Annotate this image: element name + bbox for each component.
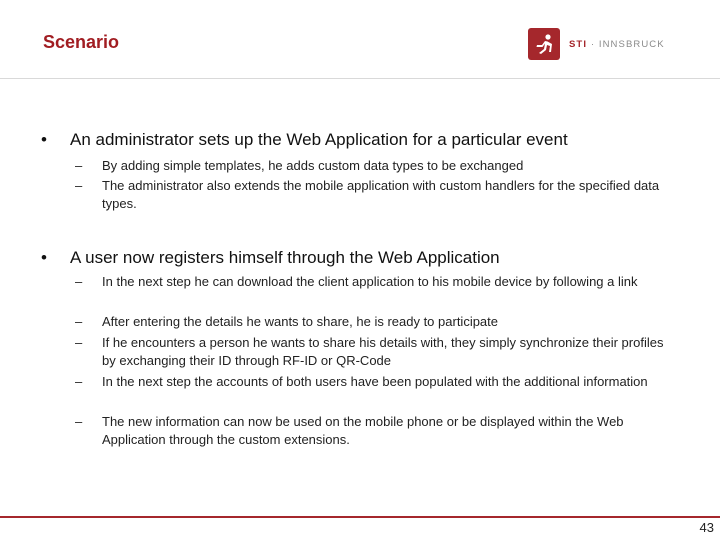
- sub-bullet-text: The administrator also extends the mobile application with custom handlers for the specified data types.: [102, 178, 660, 211]
- sti-logo-icon: [528, 28, 560, 60]
- dash-marker: –: [75, 314, 83, 329]
- sub-bullet-text: If he encounters a person he wants to share his details with, they simply synchronize their profiles by exchanging their ID through RF-ID or QR-Code: [102, 335, 664, 368]
- bullet-text: A user now registers himself through the Web Application: [70, 248, 500, 267]
- sub-bullet-text: By adding simple templates, he adds custom data types to be exchanged: [102, 158, 524, 173]
- sti-innsbruck-logo: [528, 28, 665, 60]
- sub-bullet-text: After entering the details he wants to share, he is ready to participate: [102, 314, 499, 329]
- logo-text: [569, 39, 665, 50]
- page-number: 43: [699, 520, 714, 535]
- dash-marker: –: [75, 158, 83, 173]
- dash-marker: –: [75, 274, 83, 289]
- bullet-text: An administrator sets up the Web Application for a particular event: [70, 130, 568, 149]
- bullet-marker: •: [41, 130, 47, 149]
- logo-name: INNSBRUCK: [598, 38, 665, 50]
- dash-marker: –: [75, 414, 83, 429]
- footer-divider: [0, 516, 720, 518]
- logo-brand: STI: [569, 38, 588, 50]
- logo-separator: ·: [587, 38, 599, 50]
- sub-bullet-text: In the next step he can download the client application to his mobile device by following a link: [102, 274, 638, 289]
- dash-marker: –: [75, 178, 83, 193]
- dash-marker: –: [75, 335, 83, 350]
- slide-title: Scenario: [43, 32, 120, 52]
- sub-bullet-text: In the next step the accounts of both users have been populated with the additional information: [102, 374, 648, 389]
- bullet-marker: •: [41, 248, 47, 267]
- sub-bullet-text: The new information can now be used on the mobile phone or be displayed within the Web Application through the custom extensions.: [102, 414, 624, 447]
- dash-marker: –: [75, 374, 83, 389]
- slide-header: [0, 0, 720, 78]
- header-divider: [0, 78, 720, 79]
